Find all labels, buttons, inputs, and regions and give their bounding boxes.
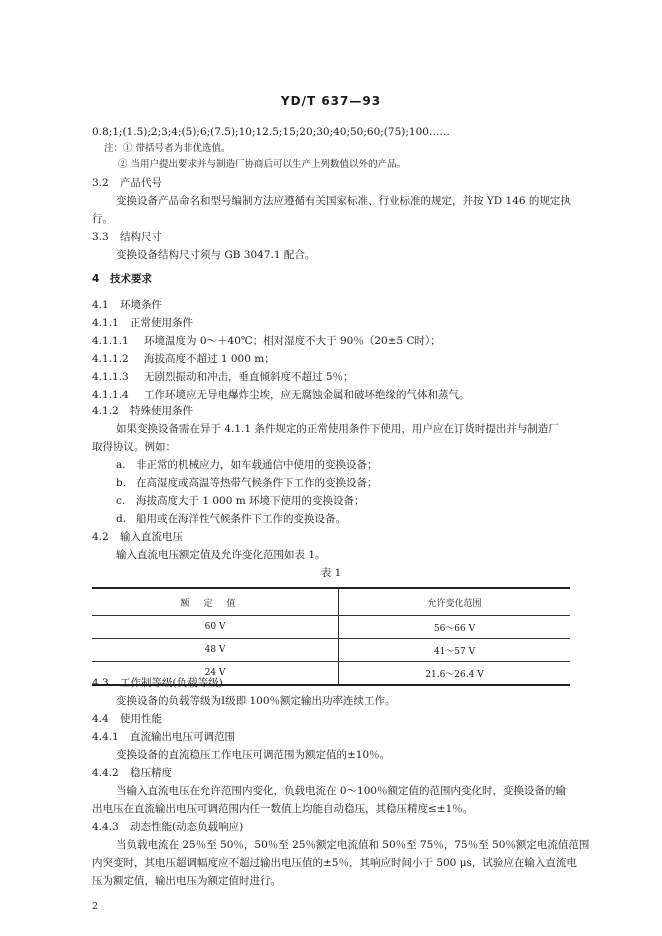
section-title: 稳压精度 <box>130 767 172 779</box>
section-title: 正常使用条件 <box>130 317 193 329</box>
section-4-2-heading <box>92 530 183 544</box>
section-4-4-heading <box>92 712 162 726</box>
section-4-1-1-1 <box>92 334 441 348</box>
section-4-1-2-text-2: 取得协议。例如： <box>92 441 176 453</box>
section-number: 4.1.1.1 <box>92 335 129 347</box>
section-number: 4.1.1 <box>92 317 119 329</box>
section-4-1-heading <box>92 298 162 312</box>
table-header-row <box>92 588 570 616</box>
list-item <box>116 494 365 508</box>
section-4-4-1-heading <box>92 730 235 744</box>
table-cell: 60 V <box>92 616 339 639</box>
section-title: 动态性能(动态负载响应) <box>130 821 244 833</box>
section-4-4-2-text-1: 当输入直流电压在允许范围内变化，负载电流在 0～100％额定值的范围内变化时，变换设备的输 <box>116 785 567 797</box>
section-4-4-2-text-2: 出电压在直流输出电压可调范围内任一数值上均能自动稳压，其稳压精度≤±1％。 <box>92 803 474 815</box>
list-mark: c. <box>116 495 126 507</box>
section-number: 4.1 <box>92 299 109 311</box>
list-item <box>116 512 346 526</box>
section-title: 直流输出电压可调范围 <box>130 731 235 743</box>
section-title: 特殊使用条件 <box>130 405 193 417</box>
section-4-1-1-3 <box>92 370 354 384</box>
section-4-3-text: 变换设备的负载等级为Ⅰ级即 100％额定输出功率连续工作。 <box>116 695 396 707</box>
table-header-cell: 允许变化范围 <box>339 588 571 616</box>
section-title: 输入直流电压 <box>120 531 183 543</box>
note-2: ② 当用户提出要求并与制造厂协商后可以生产上列数值以外的产品。 <box>118 159 407 170</box>
note-1: 注：① 带括号者为非优选值。 <box>104 143 231 154</box>
section-title: 使用性能 <box>120 713 162 725</box>
section-3-3-text: 变换设备结构尺寸须与 GB 3047.1 配合。 <box>116 249 316 261</box>
section-number: 4.4 <box>92 713 109 725</box>
section-4-1-1-heading <box>92 316 193 330</box>
document-header: YD/T 637—93 <box>280 94 382 108</box>
list-mark: a. <box>116 459 126 471</box>
section-number: 4 <box>92 273 100 285</box>
table-row <box>92 616 570 639</box>
list-mark: d. <box>116 513 127 525</box>
table-caption: 表 1 <box>320 567 342 579</box>
section-number: 4.4.1 <box>92 731 119 743</box>
section-3-2-heading <box>92 176 162 190</box>
page-number: 2 <box>92 901 99 912</box>
value-series: 0.8;1;(1.5);2;3;4;(5);6;(7.5);10;12.5;15;20;30;40;50;60;(75);100…… <box>92 126 450 138</box>
section-title: 环境条件 <box>120 299 162 311</box>
section-3-2-text-2: 行。 <box>92 213 113 225</box>
table-row <box>92 639 570 662</box>
section-4-2-text: 输入直流电压额定值及允许变化范围如表 1。 <box>116 549 326 561</box>
section-number: 4.4.3 <box>92 821 119 833</box>
section-4-4-3-text-3: 压为额定值，输出电压为额定值时进行。 <box>92 875 281 887</box>
table-cell: 41～57 V <box>339 639 571 662</box>
section-number: 4.1.1.3 <box>92 371 129 383</box>
section-3-2-text-1: 变换设备产品命名和型号编制方法应遵循有关国家标准、行业标准的规定，并按 YD 146 的规定执 <box>116 195 571 207</box>
section-number: 4.1.2 <box>92 405 119 417</box>
section-number: 4.4.2 <box>92 767 119 779</box>
section-4-4-2-heading <box>92 766 172 780</box>
list-text: 海拔高度大于 1 000 m 环境下使用的变换设备； <box>136 495 365 507</box>
section-number: 4.1.1.2 <box>92 353 129 365</box>
section-4-4-3-heading <box>92 820 243 834</box>
section-4-4-1-text: 变换设备的直流稳压工作电压可调范围为额定值的±10％。 <box>116 749 391 761</box>
list-item <box>116 458 378 472</box>
section-3-3-heading <box>92 230 162 244</box>
section-title: 工作制等级(负载等级) <box>120 677 223 689</box>
list-text: 非正常的机械应力，如车载通信中使用的变换设备； <box>136 459 378 471</box>
section-4-3-heading <box>92 676 223 690</box>
table-header-cell: 额定值 <box>92 588 339 616</box>
section-number: 3.3 <box>92 231 109 243</box>
section-text: 无剧烈振动和冲击，垂直倾斜度不超过 5％； <box>144 371 354 383</box>
section-4-4-3-text-2: 内突变时，其电压超调幅度应不超过输出电压值的±5％，其响应时间小于 500 μs，试验应在输入直流电 <box>92 857 577 869</box>
section-4-1-1-4 <box>92 388 470 402</box>
section-4-1-2-heading <box>92 404 193 418</box>
table-cell: 21.6～26.4 V <box>339 662 571 686</box>
section-number: 4.1.1.4 <box>92 389 129 401</box>
section-4-1-2-text-1: 如果变换设备需在异于 4.1.1 条件规定的正常使用条件下使用，用户应在订货时提出并与制造厂 <box>116 423 559 435</box>
section-number: 3.2 <box>92 177 109 189</box>
section-text: 环境温度为 0～＋40℃；相对湿度不大于 90％（20±5 C时）； <box>144 335 441 347</box>
section-4-heading <box>92 272 152 286</box>
list-text: 在高湿度或高温等热带气候条件下工作的变换设备； <box>136 477 378 489</box>
table-cell: 56～66 V <box>339 616 571 639</box>
table-cell: 24 V <box>92 662 339 686</box>
section-title: 产品代号 <box>120 177 162 189</box>
list-item <box>116 476 378 490</box>
section-text: 海拔高度不超过 1 000 m； <box>144 353 275 365</box>
section-title: 技术要求 <box>110 273 152 285</box>
section-4-4-3-text-1: 当负载电流在 25％至 50％，50％至 25％额定电流值和 50％至 75％，75％至 50％额定电流值范围 <box>116 839 590 851</box>
section-4-1-1-2 <box>92 352 275 366</box>
section-title: 结构尺寸 <box>120 231 162 243</box>
table-cell: 48 V <box>92 639 339 662</box>
list-text: 船用或在海洋性气候条件下工作的变换设备。 <box>136 513 346 525</box>
voltage-table <box>92 587 570 686</box>
section-number: 4.2 <box>92 531 109 543</box>
list-mark: b. <box>116 477 127 489</box>
section-number: 4.3 <box>92 677 109 689</box>
section-text: 工作环境应无导电爆炸尘埃，应无腐蚀金属和破坏绝缘的气体和蒸气。 <box>144 389 470 401</box>
